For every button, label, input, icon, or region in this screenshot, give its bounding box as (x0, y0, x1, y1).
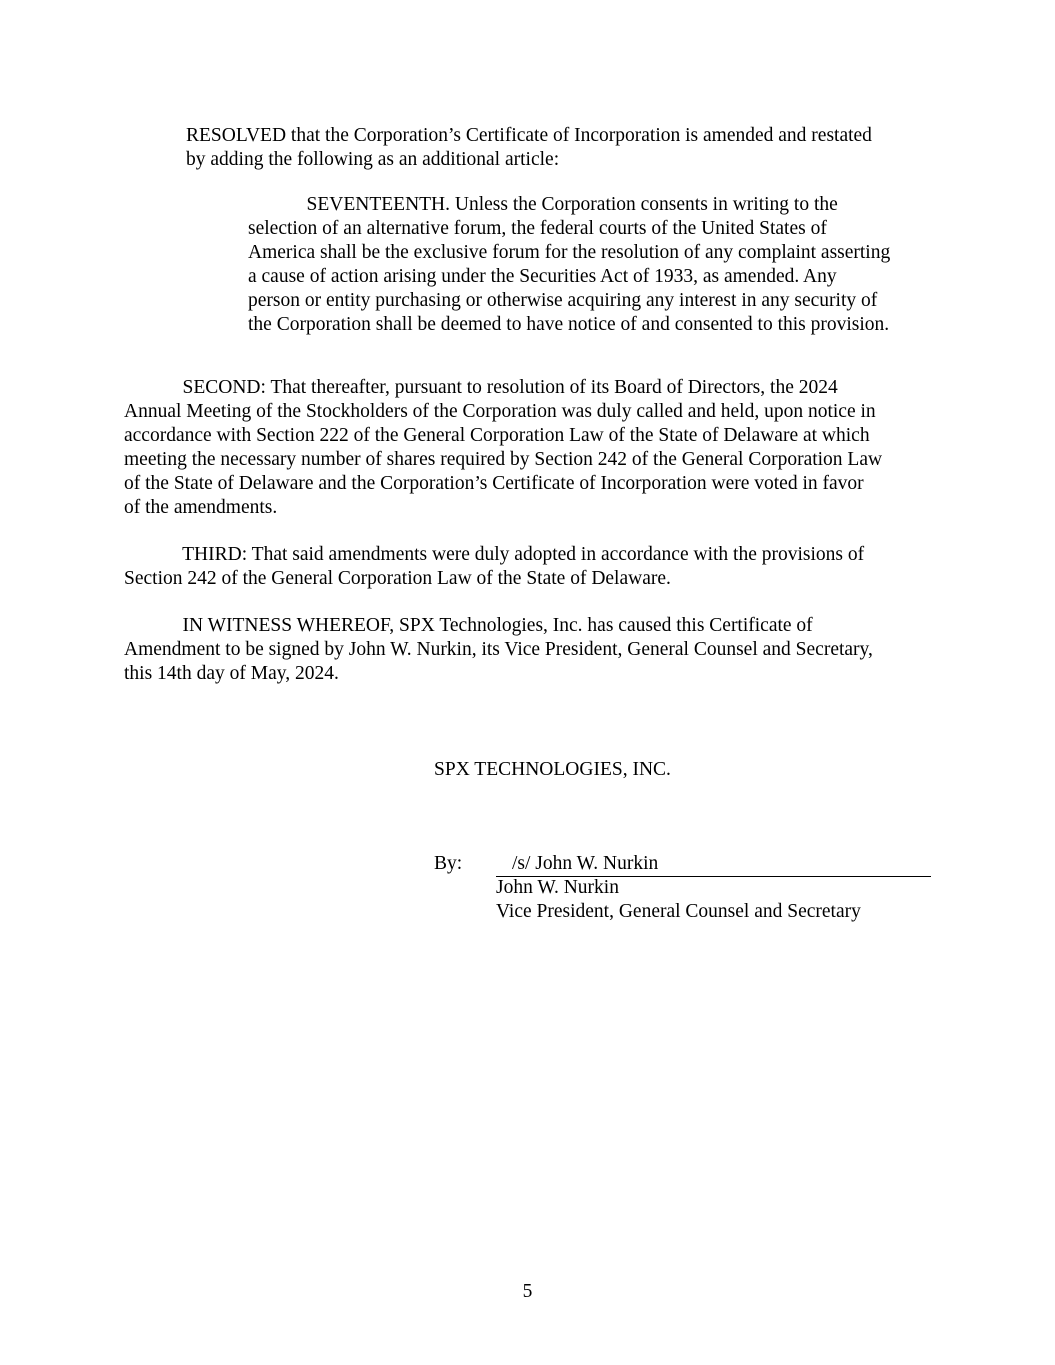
seventeenth-line: selection of an alternative forum, the federal courts of the United States of (248, 218, 827, 239)
second-line: meeting the necessary number of shares required by Section 242 of the General Corporation Law (124, 449, 883, 470)
page-number: 5 (522, 1281, 533, 1302)
signer-name: John W. Nurkin (496, 877, 619, 898)
second-paragraph (124, 376, 882, 520)
second-line: of the State of Delaware and the Corporation’s Certificate of Incorporation were voted in favor (124, 473, 864, 494)
third-line: THIRD: That said amendments were duly adopted in accordance with the provisions of (124, 544, 865, 565)
seventeenth-line: the Corporation shall be deemed to have notice of and consented to this provision. (248, 314, 890, 335)
seventeenth-line: America shall be the exclusive forum for the resolution of any complaint asserting (248, 242, 891, 263)
second-line: Annual Meeting of the Stockholders of the Corporation was duly called and held, upon notice in (124, 401, 876, 422)
resolved-line: RESOLVED that the Corporation’s Certificate of Incorporation is amended and restated (186, 125, 872, 146)
resolved-line: by adding the following as an additional article: (186, 149, 560, 170)
third-line: Section 242 of the General Corporation Law of the State of Delaware. (124, 568, 671, 589)
signer-title: Vice President, General Counsel and Secretary (496, 901, 861, 922)
witness-line: Amendment to be signed by John W. Nurkin, its Vice President, General Counsel and Secretary, (124, 639, 873, 660)
seventeenth-line: a cause of action arising under the Securities Act of 1933, as amended. Any (248, 266, 837, 287)
witness-paragraph (124, 614, 873, 686)
signer-block (496, 876, 861, 924)
seventeenth-line: SEVENTEENTH. Unless the Corporation consents in writing to the (248, 194, 838, 215)
second-line: of the amendments. (124, 497, 278, 518)
signature-line (496, 852, 931, 877)
seventeenth-line: person or entity purchasing or otherwise acquiring any interest in any security of (248, 290, 878, 311)
company-name: SPX TECHNOLOGIES, INC. (434, 759, 671, 780)
witness-line: IN WITNESS WHEREOF, SPX Technologies, Inc. has caused this Certificate of (124, 615, 813, 636)
signature-text: /s/ John W. Nurkin (512, 853, 659, 874)
second-line: SECOND: That thereafter, pursuant to resolution of its Board of Directors, the 2024 (124, 377, 838, 398)
second-line: accordance with Section 222 of the General Corporation Law of the State of Delaware at which (124, 425, 870, 446)
resolved-paragraph (186, 124, 872, 172)
by-label: By: (434, 853, 463, 874)
third-paragraph (124, 543, 864, 591)
seventeenth-article (248, 193, 890, 337)
witness-line: this 14th day of May, 2024. (124, 663, 339, 684)
